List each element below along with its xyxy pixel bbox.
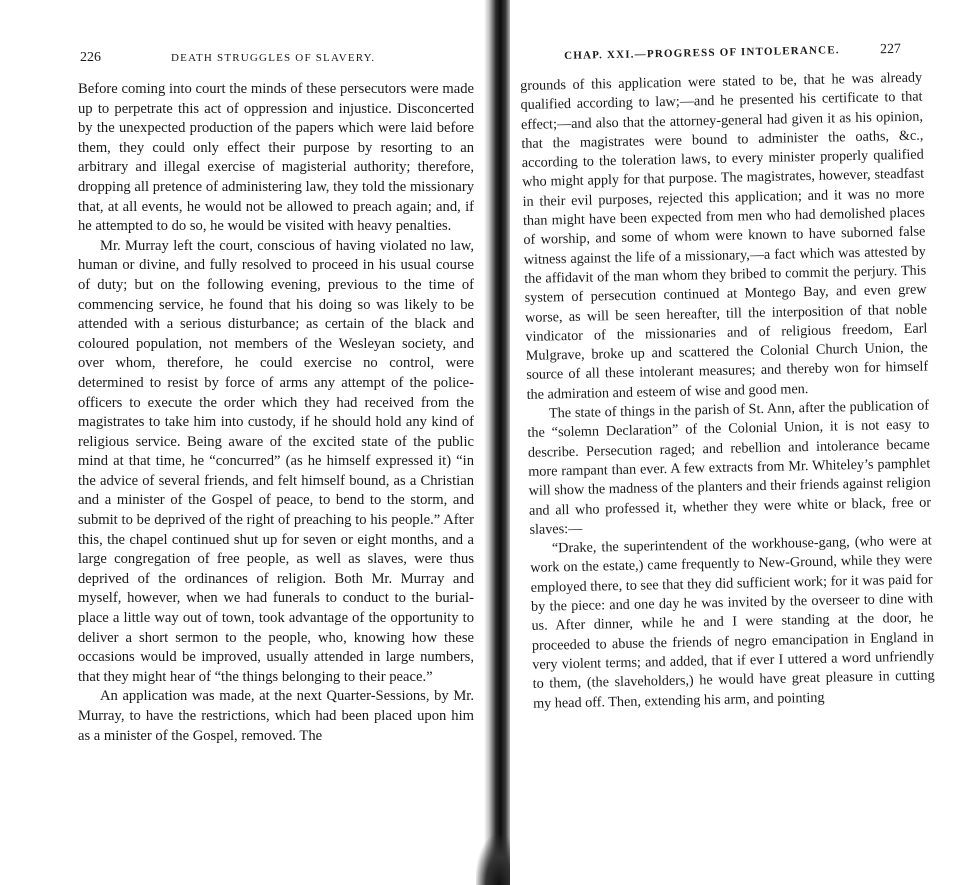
right-running-head: CHAP. XXI.—PROGRESS OF INTOLERANCE. — [564, 44, 840, 62]
right-paragraph-2: The state of things in the parish of St. Ann, after the publication of the “solemn Declaration” of the Colonial Union, it is not easy to describe. Persecution raged; and rebellion and intolerance became more rampant than ever. A few extracts from Mr. Whiteley’s pamphlet will show the madness of the planters and their friends against religion and all who professed it, whether they were white or black, free or slaves:— — [527, 397, 932, 538]
left-paragraph-2: Mr. Murray left the court, conscious of having violated no law, human or divine, and fully resolved to proceed in his usual course of duty; but on the following evening, previous to the time of commencing service, he found that his doing so was likely to be attended with a serious disturbance; as certain of the black and coloured population, not members of the Wesleyan society, and over whom, therefore, he could exercise no control, were determined to resist by force of arms any attempt of the police-officers to execute the order which they had received from the magistrates to take him into custody, if he should hold any kind of religious service. Being aware of the excited state of the public mind at that time, he “concurred” (as he himself expressed it) “in the advice of several friends, and felt himself bound, as a Christian and a minister of the Gospel of peace, to bend to the storm, and submit to be deprived of the right of preaching to his people.” After this, the chapel continued shut up for seven or eight months, and a large congregation of free people, as well as slaves, were thus deprived of the ordinances of religion. Both Mr. Murray and myself, however, when we had funerals to conduct to the burial-place a little way out of town, took advantage of the opportunity to deliver a short sermon to the people, who, knowing how these occasions would be improved, usually attended in large numbers, that they might hear of “the things belonging to their peace.” — [78, 237, 474, 685]
left-page-body — [78, 80, 474, 746]
right-paragraph-1: grounds of this application were stated to be, that he was already qualified according to law;—and he presented his certificate to that effect;—and also that the attorney-general had given it as his opinion, that the magistrates were bound to administer the oaths, &c., according to the toleration laws, to every minister properly qualified who might apply for that purpose. The magistrates, however, steadfast in their evil purposes, rejected this application; and it was no more than might have been expected from men who had demolished places of worship, and some of whom were known to have suborned false witness against the life of a missionary,—a fact which was attested by the affidavit of the man whom they bribed to commit the perjury. This system of persecution continued at Montego Bay, and even grew worse, as will be seen hereafter, till the interposition of that noble vindicator of the missionaries and of religious freedom, Earl Mulgrave, broke up and scattered the Colonial Church Union, the source of all these intolerant measures; and thereby won for himself the admiration and esteem of wise and good men. — [520, 69, 929, 403]
left-running-head: DEATH STRUGGLES OF SLAVERY. — [171, 52, 376, 64]
left-page-number: 226 — [80, 50, 101, 65]
left-page — [0, 0, 488, 885]
right-paragraph-3: “Drake, the superintendent of the workhouse-gang, (who were at work on the estate,) came frequently to New-Ground, while they were employed there, to see that they did sufficient work; for it was paid for by the piece: and one day he was invited by the overseer to dine with us. After dinner, while he and I were standing at the door, he proceeded to abuse the friends of negro emancipation in England in very violent terms; and added, that if ever I uttered a word unfriendly to them, (the slaveholders,) he would have great pleasure in cutting my head off. Then, extending his arm, and pointing — [530, 532, 935, 712]
right-page — [510, 0, 980, 885]
right-page-body — [520, 69, 935, 714]
left-paragraph-1: Before coming into court the minds of these persecutors were made up to perpetrate this act of oppression and injustice. Disconcerted by the unexpected production of the papers which were laid before them, they could only effect their purpose by resorting to an arbitrary and illegal exercise of magisterial authority; therefore, dropping all pretence of administering law, they told the missionary that, at all events, he would not be allowed to preach again; and, if he attempted to do so, he would be visited with heavy penalties. — [78, 81, 474, 235]
right-page-number: 227 — [879, 41, 902, 58]
left-paragraph-3: An application was made, at the next Quarter-Sessions, by Mr. Murray, to have the restrictions, which had been placed upon him as a minister of the Gospel, removed. The — [78, 688, 474, 744]
